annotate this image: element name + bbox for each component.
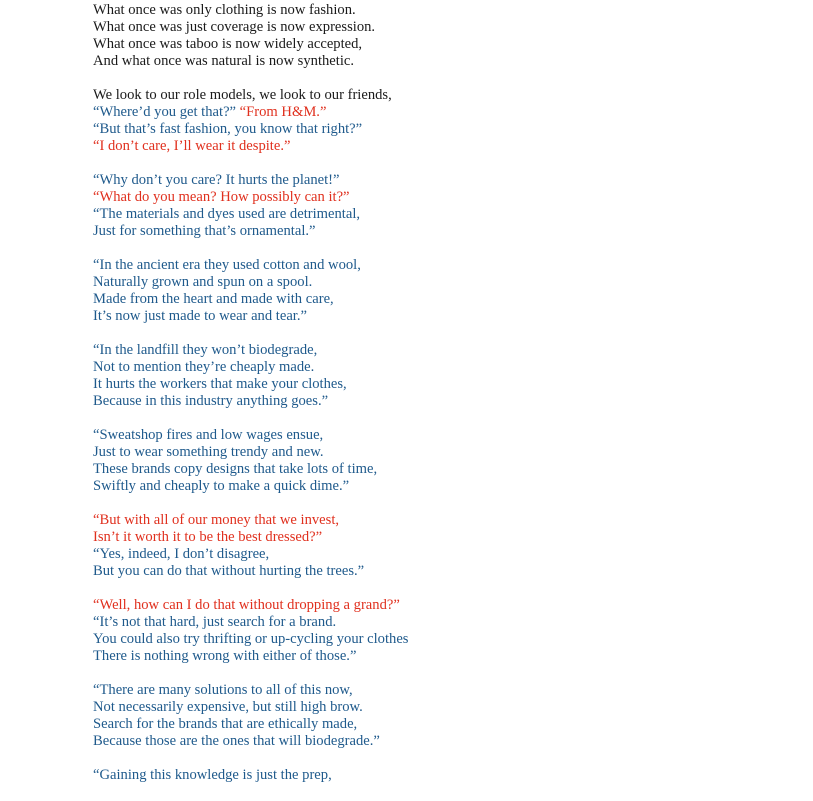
speaker-a-text: Because those are the ones that will biodegrade.”	[93, 733, 380, 749]
poem-line	[93, 189, 793, 206]
poem-line	[93, 257, 793, 274]
speaker-a-text: “There are many solutions to all of this now,	[93, 682, 353, 698]
poem-stanza	[93, 172, 793, 240]
poem-line	[93, 597, 793, 614]
poem-line	[93, 53, 793, 70]
poem-line	[93, 359, 793, 376]
speaker-a-text: Search for the brands that are ethically made,	[93, 716, 358, 732]
poem-line	[93, 512, 793, 529]
speaker-a-text: “Why don’t you care? It hurts the planet!”	[93, 172, 340, 188]
poem-stanza	[93, 767, 793, 784]
poem-stanza	[93, 597, 793, 665]
poem-line	[93, 393, 793, 410]
speaker-a-text: Just for something that’s ornamental.”	[93, 223, 316, 239]
poem-line	[93, 563, 793, 580]
speaker-a-text: “But that’s fast fashion, you know that right?”	[93, 121, 363, 137]
poem-line	[93, 444, 793, 461]
poem-stanza	[93, 427, 793, 495]
speaker-a-text: Made from the heart and made with care,	[93, 291, 334, 307]
poem-line	[93, 19, 793, 36]
speaker-b-text: “From H&M.”	[239, 104, 327, 120]
speaker-a-text: “In the ancient era they used cotton and wool,	[93, 257, 361, 273]
poem-line	[93, 478, 793, 495]
speaker-a-text: “Where’d you get that?”	[93, 104, 240, 120]
poem-page	[93, 2, 793, 801]
speaker-a-text: It’s now just made to wear and tear.”	[93, 308, 307, 324]
poem-line	[93, 121, 793, 138]
poem-line	[93, 461, 793, 478]
poem-stanza	[93, 2, 793, 70]
speaker-b-text: “I don’t care, I’ll wear it despite.”	[93, 138, 291, 154]
poem-line	[93, 274, 793, 291]
speaker-a-text: “Gaining this knowledge is just the prep,	[93, 767, 332, 783]
poem-line	[93, 716, 793, 733]
speaker-a-text: Not necessarily expensive, but still high brow.	[93, 699, 363, 715]
poem-line	[93, 376, 793, 393]
speaker-b-text: “But with all of our money that we invest,	[93, 512, 340, 528]
speaker-a-text: You could also try thrifting or up-cycling your clothes	[93, 631, 409, 647]
poem-line	[93, 223, 793, 240]
narration-text: And what once was natural is now synthetic.	[93, 53, 355, 69]
narration-text: What once was only clothing is now fashion.	[93, 2, 356, 18]
poem-line	[93, 2, 793, 19]
narration-text: What once was just coverage is now expression.	[93, 19, 376, 35]
speaker-a-text: It hurts the workers that make your clothes,	[93, 376, 347, 392]
speaker-b-text: “What do you mean? How possibly can it?”	[93, 189, 350, 205]
poem-line	[93, 546, 793, 563]
poem-line	[93, 138, 793, 155]
speaker-a-text: “It’s not that hard, just search for a brand.	[93, 614, 337, 630]
poem-line	[93, 733, 793, 750]
poem-line	[93, 36, 793, 53]
poem-line	[93, 682, 793, 699]
speaker-a-text: “The materials and dyes used are detrimental,	[93, 206, 361, 222]
speaker-a-text: “In the landfill they won’t biodegrade,	[93, 342, 318, 358]
poem-stanza	[93, 342, 793, 410]
speaker-b-text: Isn’t it worth it to be the best dressed?”	[93, 529, 323, 545]
poem-line	[93, 291, 793, 308]
poem-line	[93, 648, 793, 665]
speaker-a-text: There is nothing wrong with either of those.”	[93, 648, 357, 664]
poem-line	[93, 427, 793, 444]
speaker-a-text: “Sweatshop fires and low wages ensue,	[93, 427, 324, 443]
speaker-a-text: But you can do that without hurting the trees.”	[93, 563, 365, 579]
poem-line	[93, 699, 793, 716]
poem-stanza	[93, 682, 793, 750]
poem-line	[93, 342, 793, 359]
speaker-a-text: Naturally grown and spun on a spool.	[93, 274, 313, 290]
poem-line	[93, 104, 793, 121]
speaker-a-text: Just to wear something trendy and new.	[93, 444, 324, 460]
poem-line	[93, 206, 793, 223]
poem-line	[93, 172, 793, 189]
poem-line	[93, 631, 793, 648]
narration-text: We look to our role models, we look to our friends,	[93, 87, 392, 103]
poem-line	[93, 529, 793, 546]
speaker-b-text: “Well, how can I do that without dropping a grand?”	[93, 597, 400, 613]
poem-stanza	[93, 257, 793, 325]
speaker-a-text: Because in this industry anything goes.”	[93, 393, 329, 409]
speaker-a-text: These brands copy designs that take lots of time,	[93, 461, 378, 477]
speaker-a-text: “Yes, indeed, I don’t disagree,	[93, 546, 270, 562]
speaker-a-text: Not to mention they’re cheaply made.	[93, 359, 315, 375]
poem-line	[93, 308, 793, 325]
poem-line	[93, 767, 793, 784]
poem-line	[93, 87, 793, 104]
poem-stanza	[93, 87, 793, 155]
poem-line	[93, 614, 793, 631]
poem-stanza	[93, 512, 793, 580]
narration-text: What once was taboo is now widely accepted,	[93, 36, 363, 52]
speaker-a-text: Swiftly and cheaply to make a quick dime.”	[93, 478, 350, 494]
